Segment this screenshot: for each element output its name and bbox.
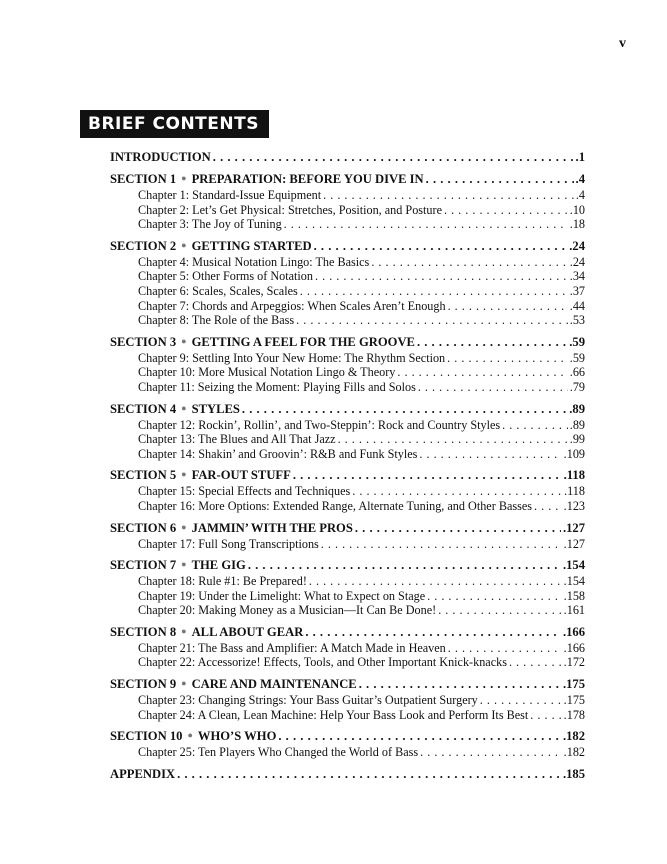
entry-title: INTRODUCTION — [110, 150, 211, 164]
toc-chapter[interactable] — [110, 284, 585, 299]
toc-chapter[interactable] — [110, 603, 585, 618]
section-label: SECTION 2 — [110, 238, 177, 253]
dot-leader — [417, 335, 567, 350]
toc-section-8[interactable] — [110, 625, 585, 641]
chapter-page: .158 — [563, 588, 585, 603]
dot-leader — [338, 432, 568, 447]
chapter-page: .37 — [569, 283, 585, 298]
chapter-page: .24 — [569, 254, 585, 269]
chapter-title: Chapter 3: The Joy of Tuning — [138, 217, 282, 232]
dot-leader — [502, 418, 568, 433]
dot-leader — [419, 447, 561, 462]
chapter-page: .178 — [563, 707, 585, 722]
section-label: SECTION 5 — [110, 468, 177, 483]
dot-leader — [418, 380, 568, 395]
dot-leader — [248, 558, 561, 573]
dot-leader — [177, 767, 561, 782]
dot-leader — [447, 351, 568, 366]
chapter-page: .109 — [563, 446, 585, 461]
chapter-page: .53 — [569, 313, 585, 328]
chapter-title: Chapter 21: The Bass and Amplifier: A Match Made in Heaven — [138, 640, 446, 655]
chapter-title: Chapter 6: Scales, Scales, Scales — [138, 283, 298, 298]
section-page: .127 — [562, 520, 585, 535]
dot-leader — [530, 708, 561, 723]
dot-leader — [397, 365, 567, 380]
section-page: .89 — [569, 401, 585, 416]
toc-chapter[interactable] — [110, 499, 585, 514]
dot-leader — [321, 537, 562, 552]
dot-leader — [480, 693, 562, 708]
chapter-title: Chapter 17: Full Song Transcriptions — [138, 536, 319, 551]
entry-page: .1 — [575, 150, 585, 164]
section-label: SECTION 9 — [110, 677, 177, 692]
toc-chapter[interactable] — [110, 380, 585, 395]
toc-chapter[interactable] — [110, 745, 585, 760]
section-page: .118 — [563, 468, 585, 483]
bullet-icon: ● — [181, 173, 187, 183]
bullet-icon: ● — [187, 730, 193, 741]
dot-leader — [509, 655, 562, 670]
dot-leader — [284, 217, 568, 232]
chapter-title: Chapter 14: Shakin’ and Groovin’: R&B and Funk Styles — [138, 446, 418, 461]
toc-chapter[interactable] — [110, 299, 585, 314]
toc-chapter[interactable] — [110, 655, 585, 670]
toc-appendix[interactable] — [110, 767, 585, 782]
dot-leader — [242, 402, 567, 417]
chapter-title: Chapter 18: Rule #1: Be Prepared! — [138, 574, 307, 589]
toc-section-1[interactable] — [110, 172, 585, 188]
section-title: CARE AND MAINTENANCE — [191, 677, 357, 692]
section-title: PREPARATION: BEFORE YOU DIVE IN — [191, 172, 424, 186]
section-page: .166 — [562, 624, 585, 639]
dot-leader — [300, 284, 568, 299]
toc-chapter[interactable] — [110, 351, 585, 366]
section-label: SECTION 10 — [110, 729, 183, 744]
toc-chapter[interactable] — [110, 589, 585, 604]
toc-section-5[interactable] — [110, 468, 585, 484]
chapter-title: Chapter 16: More Options: Extended Range, Alternate Tuning, and Other Basses — [138, 498, 533, 513]
toc-section-7[interactable] — [110, 558, 585, 574]
chapter-page: .123 — [563, 498, 585, 513]
dot-leader — [293, 468, 562, 483]
chapter-title: Chapter 20: Making Money as a Musician—It Can Be Done! — [138, 603, 437, 618]
dot-leader — [448, 641, 562, 656]
chapter-title: Chapter 10: More Musical Notation Lingo & Theory — [138, 365, 396, 380]
section-label: SECTION 1 — [110, 172, 177, 186]
chapter-title: Chapter 13: The Blues and All That Jazz — [138, 432, 336, 447]
toc-section-10[interactable] — [110, 729, 585, 745]
chapter-page: .18 — [569, 217, 585, 232]
toc-chapter[interactable] — [110, 447, 585, 462]
section-title: THE GIG — [191, 558, 246, 573]
dot-leader — [213, 150, 574, 165]
section-label: SECTION 8 — [110, 624, 177, 639]
chapter-title: Chapter 19: Under the Limelight: What to Expect on Stage — [138, 588, 426, 603]
entry-page: .185 — [562, 766, 585, 781]
bullet-icon: ● — [181, 521, 187, 532]
section-label: SECTION 4 — [110, 401, 177, 416]
chapter-page: .66 — [569, 365, 585, 380]
section-page: .4 — [575, 172, 585, 186]
dot-leader — [359, 677, 561, 692]
chapter-title: Chapter 9: Settling Into Your New Home: The Rhythm Section — [138, 350, 446, 365]
sections-list — [110, 172, 585, 767]
toc-introduction[interactable] — [110, 150, 585, 165]
section-page: .182 — [562, 729, 585, 744]
toc-section-9[interactable] — [110, 677, 585, 693]
dot-leader — [278, 729, 561, 744]
bullet-icon: ● — [181, 559, 187, 570]
chapter-page: .166 — [563, 640, 585, 655]
dot-leader — [420, 745, 562, 760]
chapter-page: .172 — [563, 655, 585, 670]
dot-leader — [371, 255, 567, 270]
dot-leader — [323, 188, 574, 203]
section-label: SECTION 7 — [110, 558, 177, 573]
chapter-title: Chapter 1: Standard-Issue Equipment — [138, 188, 322, 202]
toc-chapter[interactable] — [110, 269, 585, 284]
toc-chapter[interactable] — [110, 418, 585, 433]
bullet-icon: ● — [181, 625, 187, 636]
toc-chapter[interactable] — [110, 708, 585, 723]
toc-chapter[interactable] — [110, 432, 585, 447]
toc-chapter[interactable] — [110, 203, 585, 218]
chapter-title: Chapter 15: Special Effects and Techniques — [138, 484, 351, 499]
dot-leader — [448, 299, 568, 314]
chapter-page: .34 — [569, 269, 585, 284]
section-label: SECTION 6 — [110, 520, 177, 535]
dot-leader — [426, 172, 574, 187]
chapter-page: .175 — [563, 693, 585, 708]
bullet-icon: ● — [181, 469, 187, 480]
toc-chapter[interactable] — [110, 484, 585, 499]
chapter-title: Chapter 24: A Clean, Lean Machine: Help Your Bass Look and Perform Its Best — [138, 707, 529, 722]
chapter-title: Chapter 23: Changing Strings: Your Bass Guitar’s Outpatient Surgery — [138, 693, 478, 708]
dot-leader — [314, 239, 568, 254]
section-page: .24 — [569, 238, 585, 253]
chapter-title: Chapter 8: The Role of the Bass — [138, 313, 295, 328]
toc-chapter[interactable] — [110, 188, 585, 203]
toc-chapter[interactable] — [110, 217, 585, 232]
chapter-title: Chapter 4: Musical Notation Lingo: The Basics — [138, 254, 370, 269]
toc-chapter[interactable] — [110, 313, 585, 328]
section-page: .175 — [562, 677, 585, 692]
toc-section-3[interactable] — [110, 335, 585, 351]
toc-chapter[interactable] — [110, 537, 585, 552]
chapter-page: .118 — [564, 484, 585, 499]
table-of-contents — [110, 150, 585, 782]
dot-leader — [352, 484, 562, 499]
chapter-page: .79 — [569, 379, 585, 394]
chapter-page: .161 — [563, 603, 585, 618]
section-title: ALL ABOUT GEAR — [191, 624, 304, 639]
dot-leader — [438, 603, 561, 618]
chapter-title: Chapter 2: Let’s Get Physical: Stretches, Position, and Posture — [138, 202, 442, 217]
chapter-title: Chapter 11: Seizing the Moment: Playing Fills and Solos — [138, 379, 416, 394]
chapter-title: Chapter 25: Ten Players Who Changed the World of Bass — [138, 745, 419, 760]
entry-title: APPENDIX — [110, 766, 176, 781]
chapter-title: Chapter 12: Rockin’, Rollin’, and Two-Steppin’: Rock and Country Styles — [138, 417, 501, 432]
toc-chapter[interactable] — [110, 255, 585, 270]
dot-leader — [427, 589, 562, 604]
bullet-icon: ● — [181, 678, 187, 689]
chapter-page: .10 — [569, 202, 585, 217]
dot-leader — [355, 521, 561, 536]
bullet-icon: ● — [181, 402, 187, 413]
chapter-page: .182 — [563, 745, 585, 760]
section-title: WHO’S WHO — [197, 729, 277, 744]
chapter-page: .59 — [569, 350, 585, 365]
brief-contents-banner: BRIEF CONTENTS — [80, 110, 269, 138]
bullet-icon: ● — [181, 239, 187, 250]
chapter-page: .89 — [569, 417, 585, 432]
chapter-page: .154 — [563, 574, 585, 589]
toc-section-4[interactable] — [110, 402, 585, 418]
chapter-page: .44 — [569, 298, 585, 313]
chapter-page: .4 — [575, 188, 585, 202]
section-label: SECTION 3 — [110, 334, 177, 349]
toc-section-2[interactable] — [110, 239, 585, 255]
section-page: .154 — [562, 558, 585, 573]
chapter-title: Chapter 22: Accessorize! Effects, Tools, and Other Important Knick-knacks — [138, 655, 507, 670]
section-title: JAMMIN’ WITH THE PROS — [191, 520, 353, 535]
chapter-title: Chapter 5: Other Forms of Notation — [138, 269, 313, 284]
section-title: STYLES — [191, 401, 240, 416]
dot-leader — [296, 313, 568, 328]
section-title: GETTING STARTED — [191, 238, 312, 253]
dot-leader — [309, 574, 562, 589]
dot-leader — [305, 625, 561, 640]
section-page: .59 — [569, 334, 585, 349]
page-number: v — [619, 36, 626, 51]
chapter-title: Chapter 7: Chords and Arpeggios: When Scales Aren’t Enough — [138, 298, 446, 313]
toc-chapter[interactable] — [110, 641, 585, 656]
bullet-icon: ● — [181, 335, 187, 346]
toc-section-6[interactable] — [110, 521, 585, 537]
chapter-page: .127 — [563, 536, 585, 551]
dot-leader — [315, 269, 568, 284]
section-title: FAR-OUT STUFF — [191, 468, 291, 483]
dot-leader — [444, 203, 568, 218]
chapter-page: .99 — [569, 432, 585, 447]
section-title: GETTING A FEEL FOR THE GROOVE — [191, 334, 415, 349]
toc-chapter[interactable] — [110, 693, 585, 708]
toc-chapter[interactable] — [110, 365, 585, 380]
dot-leader — [534, 499, 562, 514]
toc-chapter[interactable] — [110, 574, 585, 589]
